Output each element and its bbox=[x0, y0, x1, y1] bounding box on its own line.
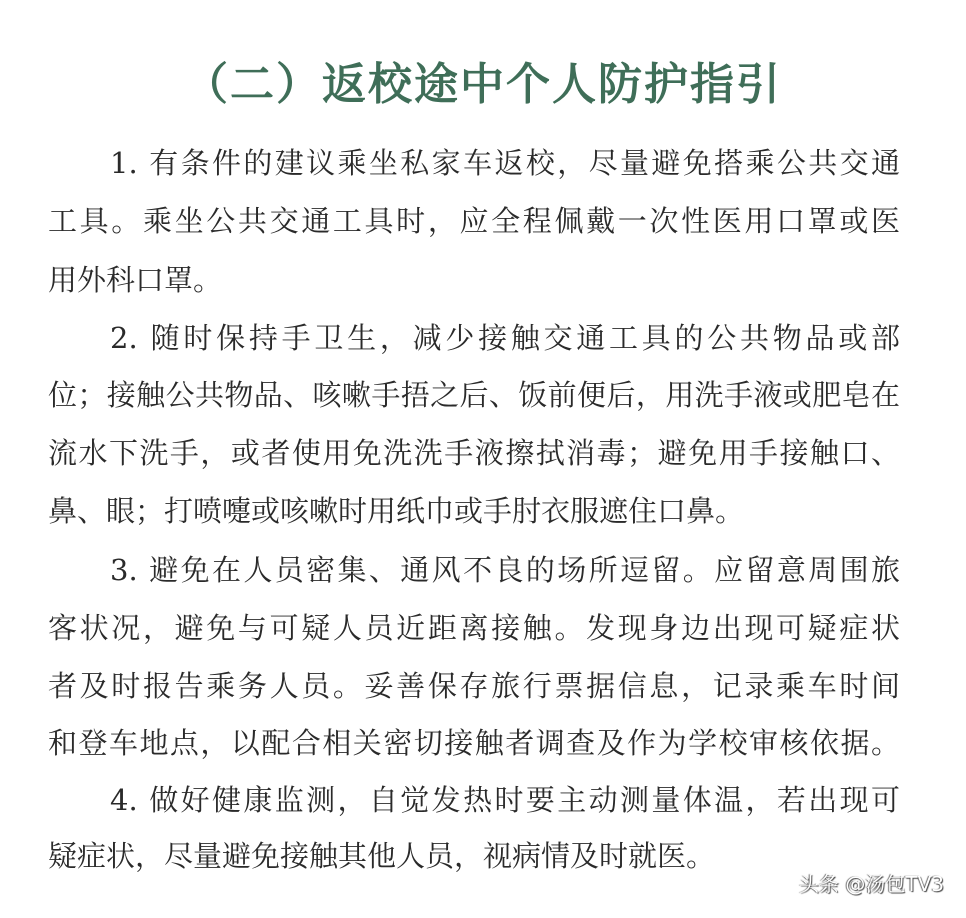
watermark: 头条 @汤包TV3 bbox=[799, 872, 944, 896]
text-line: 位；接触公共物品、咳嗽手捂之后、饭前便后，用洗手液或肥皂在 bbox=[48, 378, 900, 412]
text-line: 工具。乘坐公共交通工具时，应全程佩戴一次性医用口罩或医 bbox=[48, 204, 900, 238]
text-line: 3. 避免在人员密集、通风不良的场所逗留。应留意周围旅 bbox=[110, 553, 900, 587]
text-line: 4. 做好健康监测，自觉发热时要主动测量体温，若出现可 bbox=[110, 783, 900, 817]
text-line: 流水下洗手，或者使用免洗洗手液擦拭消毒；避免用手接触口、 bbox=[48, 436, 900, 470]
text-line: 鼻、眼；打喷嚏或咳嗽时用纸巾或手肘衣服遮住口鼻。 bbox=[48, 494, 745, 528]
text-line: 2. 随时保持手卫生，减少接触交通工具的公共物品或部 bbox=[110, 321, 900, 355]
text-line: 和登车地点，以配合相关密切接触者调查及作为学校审核依据。 bbox=[48, 726, 900, 760]
page-title: （二）返校途中个人防护指引 bbox=[184, 59, 782, 110]
text-line: 者及时报告乘务人员。妥善保存旅行票据信息，记录乘车时间 bbox=[48, 669, 900, 703]
text-line: 1. 有条件的建议乘坐私家车返校，尽量避免搭乘公共交通 bbox=[110, 146, 900, 180]
text-line: 用外科口罩。 bbox=[48, 263, 223, 297]
text-line: 客状况，避免与可疑人员近距离接触。发现身边出现可疑症状 bbox=[48, 611, 900, 645]
text-line: 疑症状，尽量避免接触其他人员，视病情及时就医。 bbox=[48, 839, 716, 873]
